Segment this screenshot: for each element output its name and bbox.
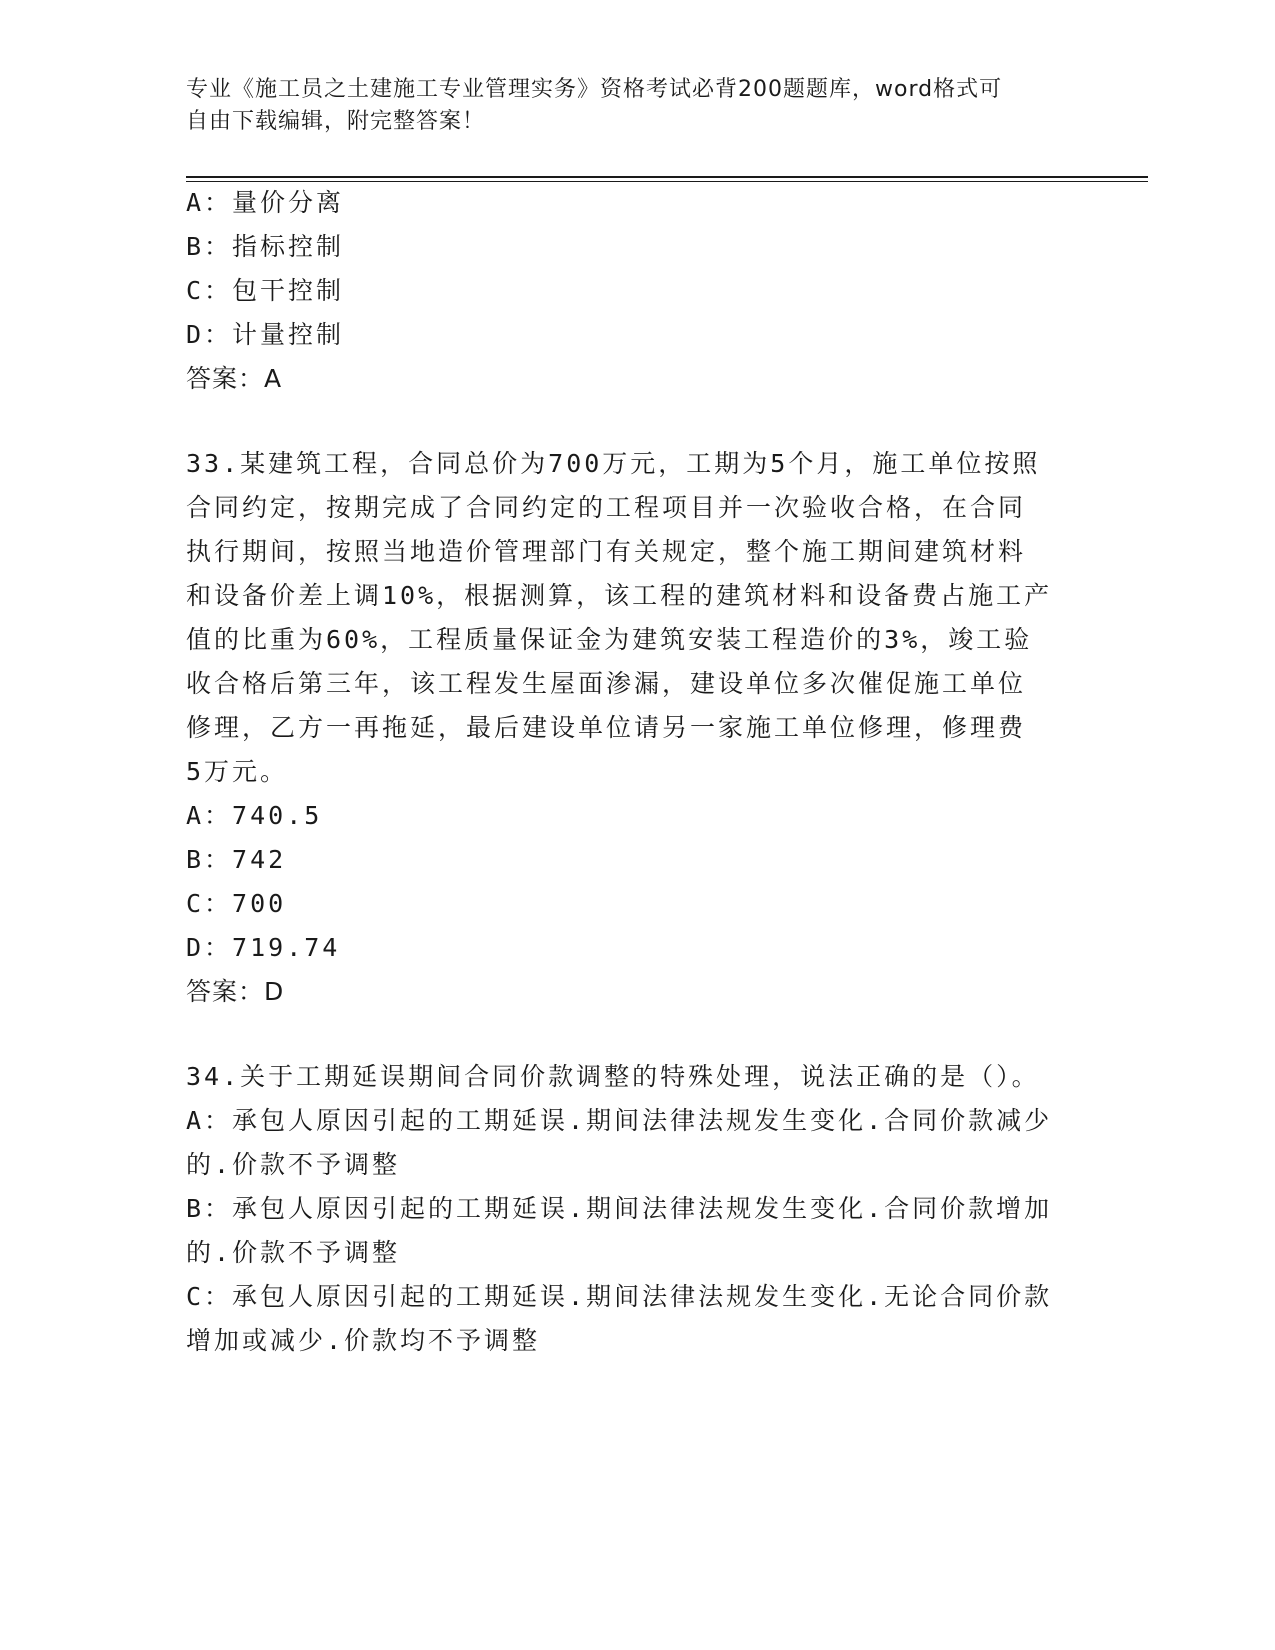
q34-option-a-line-2: 的.价款不予调整: [186, 1150, 401, 1179]
q33-option-b: B：742: [186, 845, 287, 874]
q33-stem-line-5: 值的比重为60%，工程质量保证金为建筑安装工程造价的3%，竣工验: [186, 625, 1033, 654]
q33-answer: 答案：D: [186, 977, 285, 1006]
q33-stem-line-4: 和设备价差上调10%，根据测算，该工程的建筑材料和设备费占施工产: [186, 581, 1053, 610]
q33-option-a: A：740.5: [186, 801, 323, 830]
q34-option-a-line-1: A：承包人原因引起的工期延误.期间法律法规发生变化.合同价款减少: [186, 1106, 1053, 1135]
q33-option-d: D：719.74: [186, 933, 341, 962]
q33-stem-line-7: 修理，乙方一再拖延，最后建设单位请另一家施工单位修理，修理费: [186, 713, 1027, 742]
q33-stem-line-1: 33.某建筑工程，合同总价为700万元，工期为5个月，施工单位按照: [186, 449, 1041, 478]
q33-stem-line-8: 5万元。: [186, 757, 289, 786]
q32-option-c: C：包干控制: [186, 276, 345, 305]
q34-stem: 34.关于工期延误期间合同价款调整的特殊处理，说法正确的是（）。: [186, 1062, 1040, 1091]
page-header: [186, 74, 1066, 138]
q34-option-b-line-1: B：承包人原因引起的工期延误.期间法律法规发生变化.合同价款增加: [186, 1194, 1053, 1223]
q34-option-c-line-2: 增加或减少.价款均不予调整: [186, 1326, 541, 1355]
q33-stem-line-3: 执行期间，按照当地造价管理部门有关规定，整个施工期间建筑材料: [186, 537, 1027, 566]
q34-option-c-line-1: C：承包人原因引起的工期延误.期间法律法规发生变化.无论合同价款: [186, 1282, 1053, 1311]
header-line-1: 专业《施工员之土建施工专业管理实务》资格考试必背200题题库，word格式可: [186, 77, 1003, 102]
q34-option-b-line-2: 的.价款不予调整: [186, 1238, 401, 1267]
q32-answer: 答案：A: [186, 364, 283, 393]
q33-stem-line-6: 收合格后第三年，该工程发生屋面渗漏，建设单位多次催促施工单位: [186, 669, 1027, 698]
header-line-2: 自由下载编辑，附完整答案！: [186, 109, 486, 134]
header-divider: [186, 176, 1148, 182]
q32-option-b: B：指标控制: [186, 232, 345, 261]
q33-stem-line-2: 合同约定，按期完成了合同约定的工程项目并一次验收合格，在合同: [186, 493, 1027, 522]
q32-option-a: A：量价分离: [186, 188, 345, 217]
q33-option-c: C：700: [186, 889, 287, 918]
q32-option-d: D：计量控制: [186, 320, 345, 349]
